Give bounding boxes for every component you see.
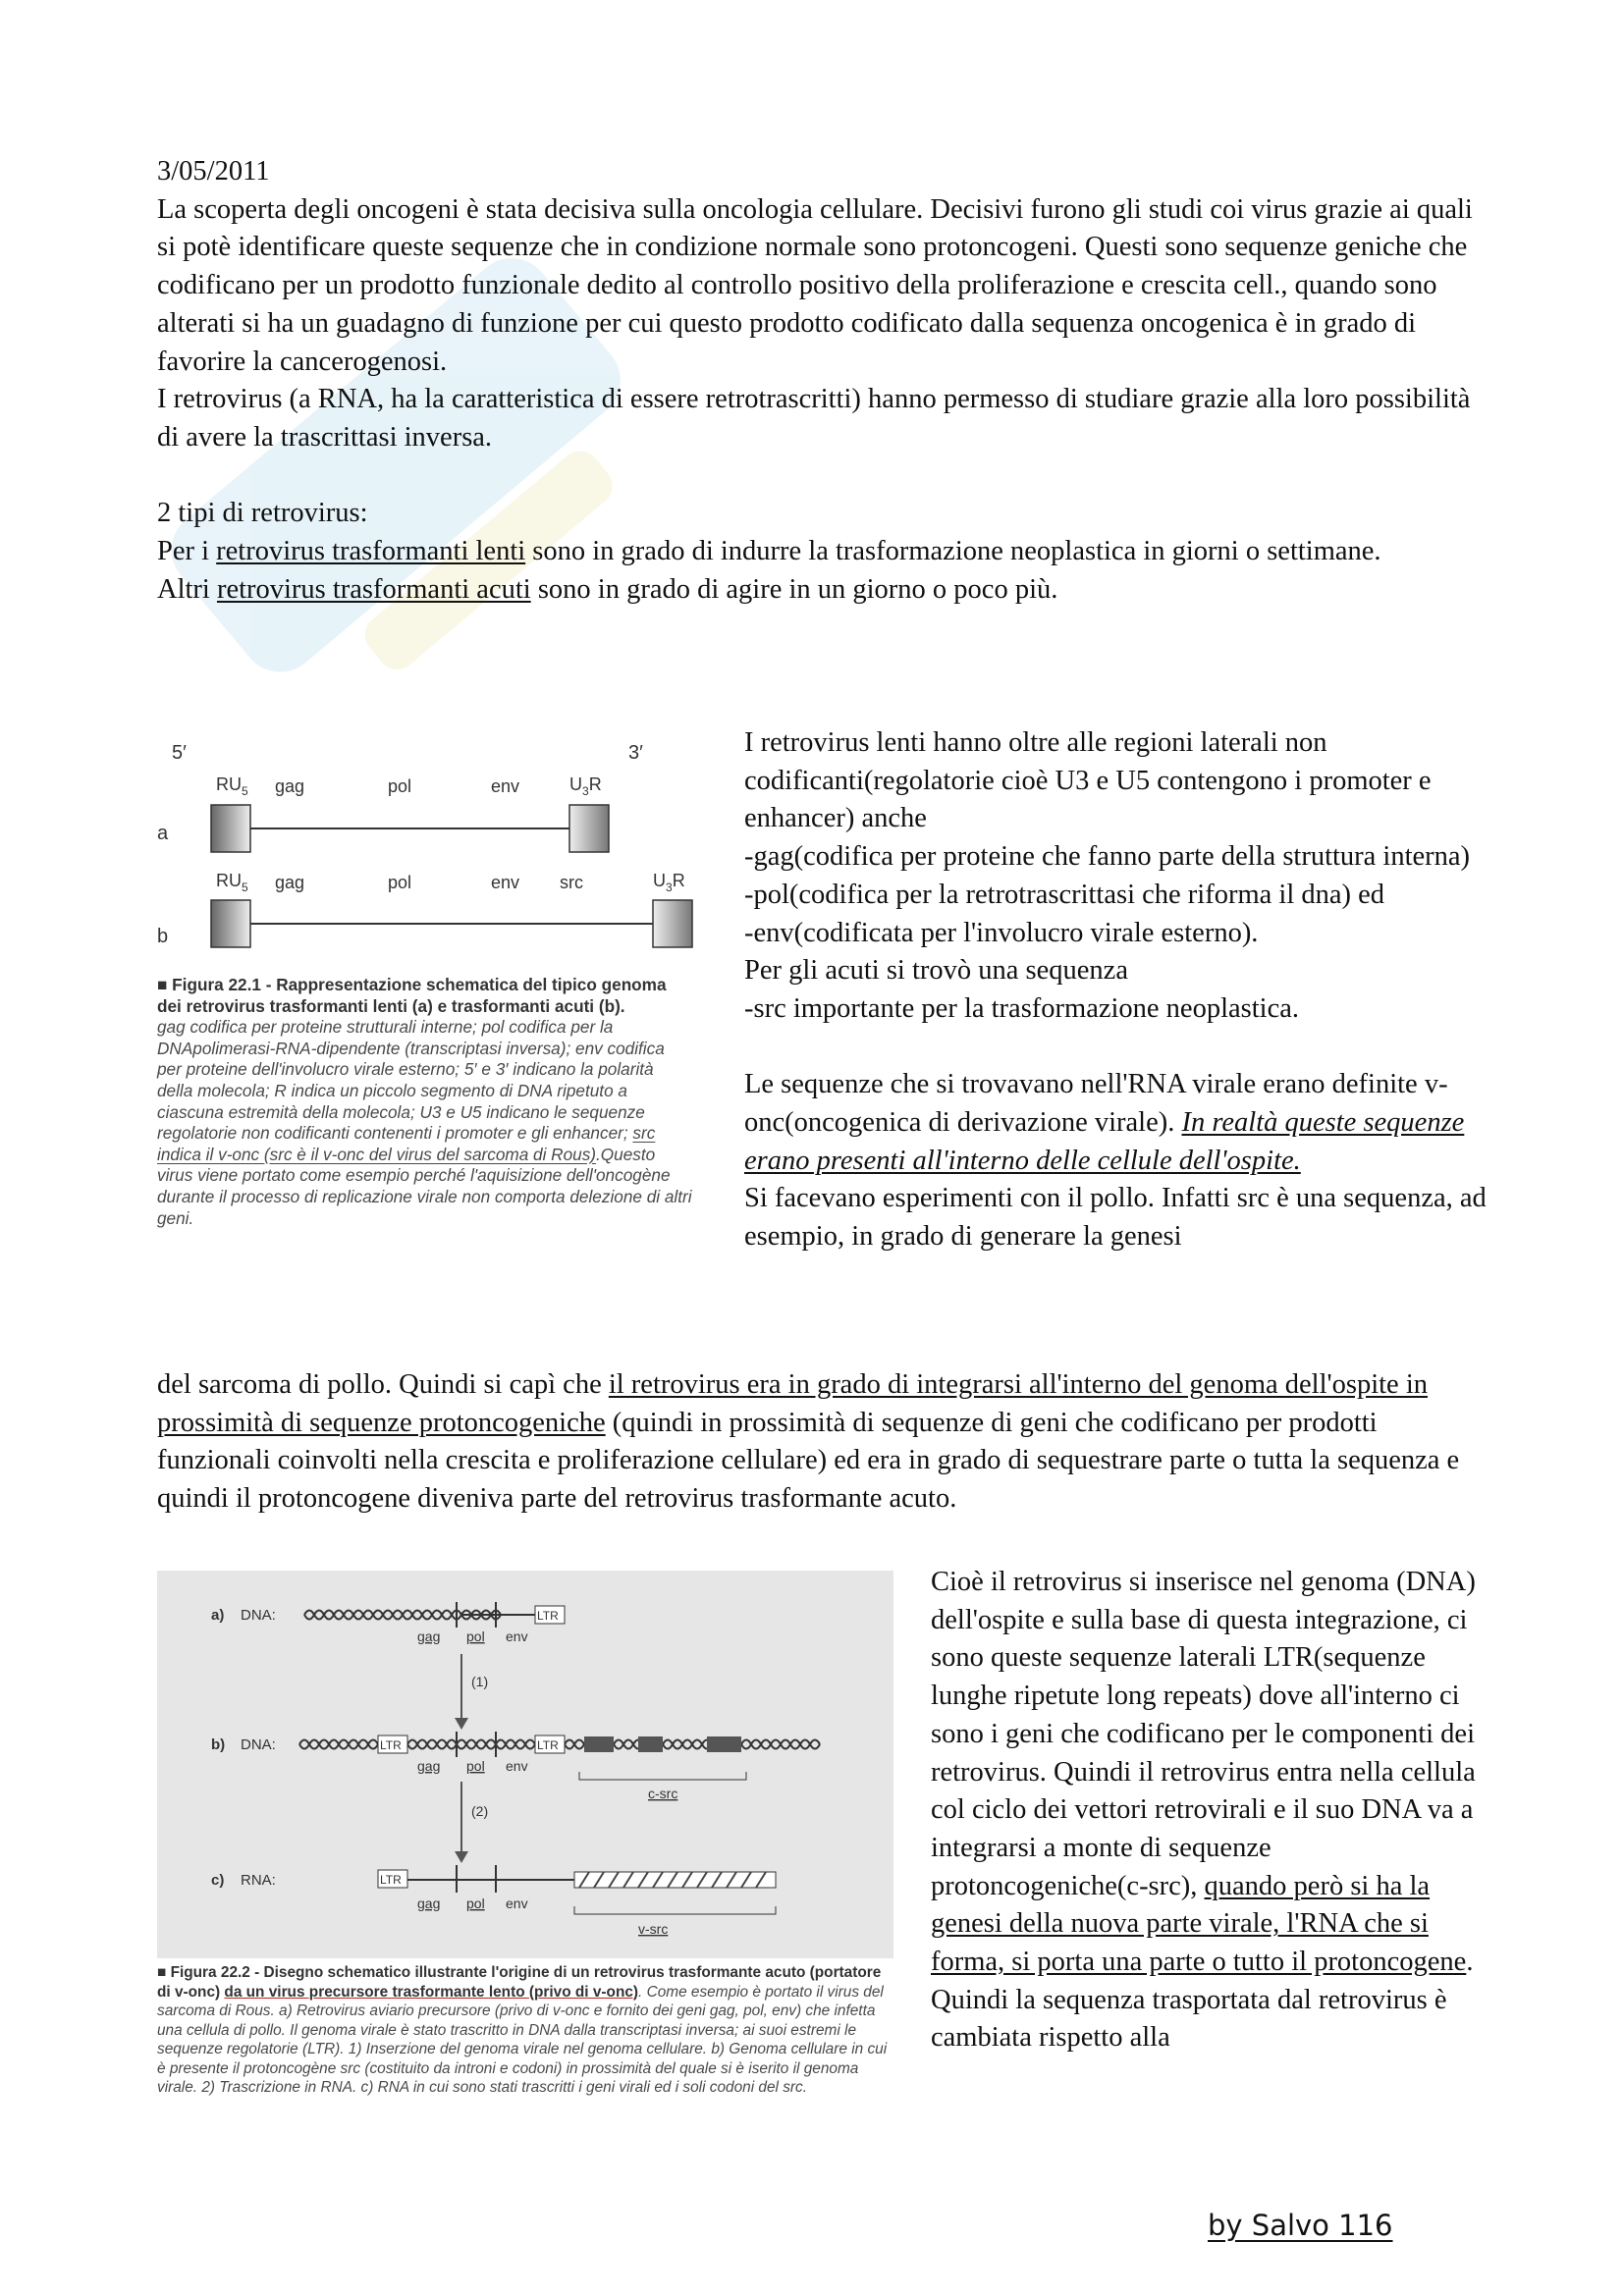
svg-text:U3R: $U_3R$ bbox=[653, 871, 685, 894]
figure-22-1-caption: ■ Figura 22.1 - Rappresentazione schematica del tipico genoma dei retrovirus trasformanti lenti (a) e trasformanti acuti (b). gag codifica per proteine strutturali interne; pol codifica per la DNApolimerasi-RNA-dipendente (transcriptasi inversa); env codifica per proteine dell'involucro virale esterno; 5′ e 3′ indicano la polarità della molecola; R indica un piccolo segmento di DNA ripetuto a ciascuna estremità della molecola; U3 e U5 indicano le sequenze regolatorie non codificanti contenenti i promoter e gli enhancer; src indica il v-onc (src è il v-onc del virus del sarcoma di Rous).Questo virus viene portato come esempio perché l'aquisizione dell'oncogène durante il processo di replicazione virale non comporta delezione di altri geni. bbox=[157, 975, 692, 1228]
svg-text:RNA:: RNA: bbox=[241, 1872, 276, 1889]
svg-text:(2): (2) bbox=[471, 1803, 489, 1819]
right1-paragraph-3: Si facevano esperimenti con il pollo. Infatti src è una sequenza, ad esempio, in grado di generare la genesi bbox=[744, 1183, 1487, 1253]
figure-22-1 bbox=[157, 731, 707, 1330]
svg-text:c): c) bbox=[211, 1872, 225, 1889]
svg-text:pol: pol bbox=[466, 1758, 485, 1774]
caption-square-icon: ■ bbox=[157, 1964, 171, 1981]
retrovirus-origin-diagram bbox=[157, 1571, 893, 1958]
types-lenti: Per i retrovirus trasformanti lenti sono in grado di indurre la trasformazione neoplastica in giorni o settimane. bbox=[157, 536, 1381, 567]
types-acuti: Altri retrovirus trasformanti acuti sono in grado di agire in un giorno o poco più. bbox=[157, 573, 1058, 605]
retrovirus-genome-diagram bbox=[157, 731, 707, 967]
svg-text:LTR: LTR bbox=[380, 1873, 402, 1887]
middle-paragraph: del sarcoma di pollo. Quindi si capì che il retrovirus era in grado di integrarsi all'interno del genoma dell'ospite in prossimità di sequenze protoncogeniche (quindi in prossimità di sequenze di geni che codificano per prodotti funzionali coinvolti nella crescita e proliferazione cellulare) ed era in grado di sequestrare parte o tutta la sequenza e quindi il protoncogene diveniva parte del retrovirus trasformante acuto. bbox=[157, 1369, 1460, 1515]
svg-text:env: env bbox=[506, 1896, 528, 1911]
lenti-term: retrovirus trasformanti lenti bbox=[216, 536, 526, 567]
svg-text:env: env bbox=[491, 776, 520, 796]
right1-line-4: Per gli acuti si trovò una sequenza bbox=[744, 955, 1128, 987]
svg-text:gag: gag bbox=[417, 1629, 441, 1644]
svg-text:b): b) bbox=[211, 1736, 226, 1753]
svg-text:RU5: $RU_5$ bbox=[216, 871, 248, 894]
svg-text:RU5: $RU_5$ bbox=[216, 774, 248, 798]
svg-text:3′: 3′ bbox=[628, 742, 643, 764]
figure-22-2-caption: ■ Figura 22.2 - Disegno schematico illustrante l'origine di un retrovirus trasformante acuto (portatore di v-onc) da un virus precursore trasformante lento (privo di v-onc). Come esempio è portato il virus del sarcoma di Rous. a) Retrovirus aviario precursore (privo di v-onc e fornito dei geni gag, pol, env) che infetta una cellula di pollo. Il genoma virale è stato trascritto in DNA dalla transcriptasi inversa; ai suoi estremi le sequenze regolatorie (LTR). 1) Inserzione del genoma virale nel genoma cellulare. b) Genoma cellulare in cui è presente il protoncogène src (costituito da introni e codoni) in prossimità del quale si è iserito il genoma virale. 2) Trascrizione in RNA. c) RNA in cui sono stati trascritti i geni virali ed i soli codoni del src. bbox=[157, 1964, 888, 2096]
svg-text:v-src: v-src bbox=[638, 1921, 669, 1937]
right1-line-1: -gag(codifica per proteine che fanno parte della struttura interna) bbox=[744, 841, 1471, 873]
right-column-2: Cioè il retrovirus si inserisce nel genoma (DNA) dell'ospite e sulla base di questa integrazione, ci sono queste sequenze laterali LTR(sequenze lunghe ripetute long repeats) dove all'interno ci sono i geni che codificano per le componenti dei retrovirus. Quindi il retrovirus entra nella cellula col ciclo dei vettori retrovirali e il suo DNA va a integrarsi a monte di sequenze protoncogeniche(c-src), quando però si ha la genesi della nuova parte virale, l'RNA che si forma, si porta una parte o tutto il protoncogene. Quindi la sequenza trasportata dal retrovirus è cambiata rispetto alla bbox=[931, 1567, 1476, 2054]
acuti-term: retrovirus trasformanti acuti bbox=[216, 573, 531, 605]
svg-text:pol: pol bbox=[466, 1896, 485, 1911]
svg-text:c-src: c-src bbox=[648, 1786, 678, 1801]
right1-line-2: -pol(codifica per la retrotrascrittasi che riforma il dna) ed bbox=[744, 879, 1385, 910]
svg-text:a): a) bbox=[211, 1607, 225, 1624]
svg-text:LTR: LTR bbox=[537, 1738, 559, 1752]
svg-text:b: b bbox=[157, 926, 169, 947]
intro-paragraph-1: La scoperta degli oncogeni è stata decisiva sulla oncologia cellulare. Decisivi furono gli studi coi virus grazie ai quali si potè identificare queste sequenze che in condizione normale sono protoncogeni. Questi sono sequenze geniche che codificano per un prodotto funzionale dedito al controllo positivo della proliferazione e crescita cell., quando sono alterati si ha un guadagno di funzione per cui questo prodotto codificato dalla sequenza oncogenica è in grado di favorire la cancerogenosi. bbox=[157, 193, 1473, 377]
caption-square-icon: ■ bbox=[157, 975, 173, 994]
svg-text:DNA:: DNA: bbox=[241, 1607, 276, 1624]
right1-line-3: -env(codificata per l'involucro virale esterno). bbox=[744, 917, 1259, 948]
svg-text:DNA:: DNA: bbox=[241, 1736, 276, 1753]
svg-text:LTR: LTR bbox=[537, 1609, 559, 1623]
svg-text:env: env bbox=[491, 873, 520, 892]
svg-text:src: src bbox=[560, 873, 583, 892]
svg-text:gag: gag bbox=[275, 873, 305, 892]
types-heading: 2 tipi di retrovirus: bbox=[157, 498, 368, 529]
svg-text:pol: pol bbox=[466, 1629, 485, 1644]
page-footer: by Salvo 116 bbox=[1208, 2209, 1393, 2242]
svg-text:env: env bbox=[506, 1758, 528, 1774]
svg-text:a: a bbox=[157, 823, 169, 844]
right-column-1 bbox=[744, 724, 1490, 1256]
svg-text:gag: gag bbox=[417, 1896, 441, 1911]
date: 3/05/2011 bbox=[157, 156, 270, 187]
intro-section bbox=[157, 153, 1473, 609]
svg-text:env: env bbox=[506, 1629, 528, 1644]
right1-paragraph-2: Le sequenze che si trovavano nell'RNA virale erano definite v-onc(oncogenica di derivazione virale). In realtà queste sequenze erano presenti all'interno delle cellule dell'ospite. bbox=[744, 1069, 1465, 1176]
svg-text:5′: 5′ bbox=[172, 742, 187, 764]
svg-text:U3R: $U_3R$ bbox=[569, 774, 602, 798]
figure-22-2 bbox=[157, 1571, 893, 2135]
svg-text:gag: gag bbox=[417, 1758, 441, 1774]
right1-line-5: -src importante per la trasformazione neoplastica. bbox=[744, 992, 1300, 1024]
svg-text:gag: gag bbox=[275, 776, 305, 796]
intro-paragraph-2: I retrovirus (a RNA, ha la caratteristica di essere retrotrascritti) hanno permesso di studiare grazie alla loro possibilità di avere la trascrittasi inversa. bbox=[157, 384, 1471, 453]
svg-text:pol: pol bbox=[388, 776, 412, 796]
svg-text:(1): (1) bbox=[471, 1674, 489, 1689]
svg-text:LTR: LTR bbox=[380, 1738, 402, 1752]
right1-line-0: I retrovirus lenti hanno oltre alle regioni laterali non codificanti(regolatorie cioè U3 e U5 contengono i promoter e enhancer) anche bbox=[744, 727, 1432, 834]
svg-text:pol: pol bbox=[388, 873, 412, 892]
